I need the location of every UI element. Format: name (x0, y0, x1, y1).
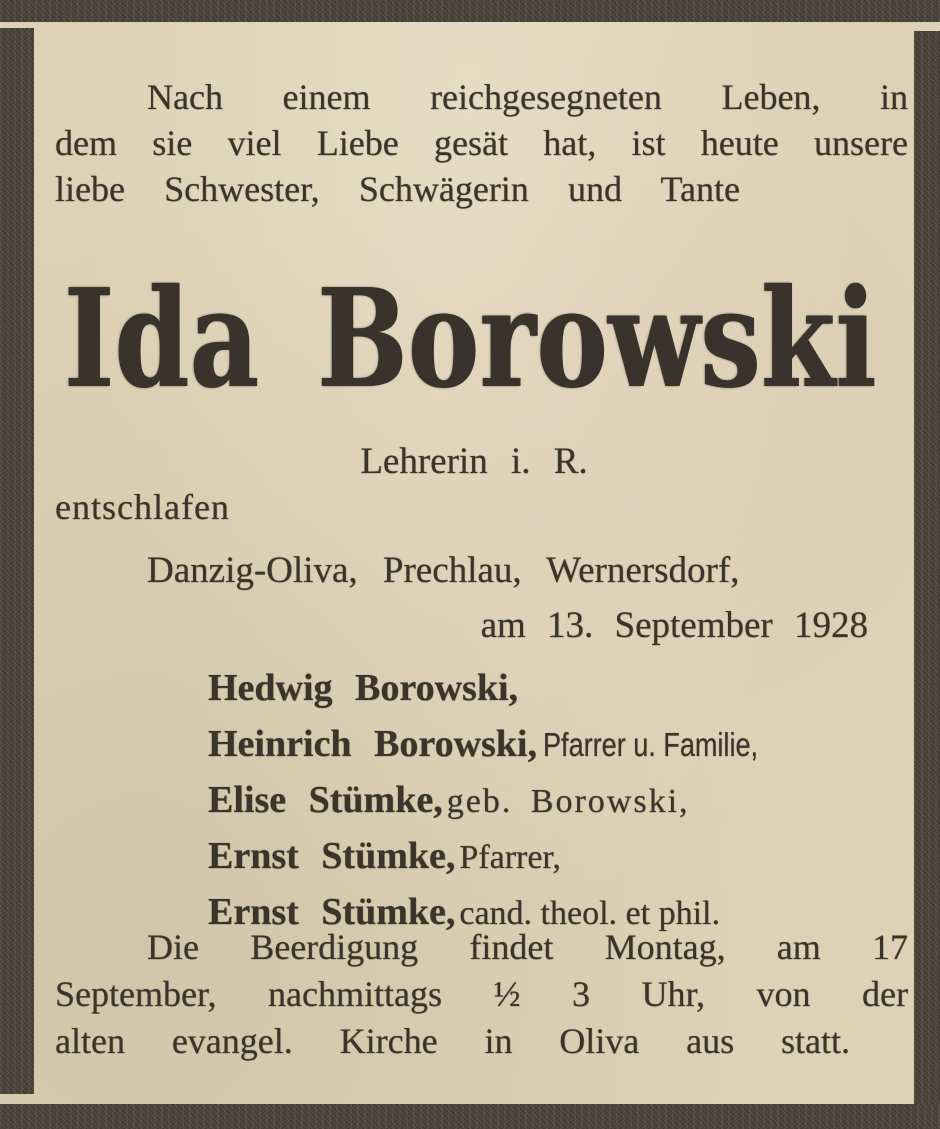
mourner-role: Pfarrer, (459, 839, 561, 876)
mourner-name: Hedwig Borowski, (208, 667, 519, 709)
date-line: am 13. September 1928 (480, 605, 868, 646)
mourner-name: Elise Stümke, (208, 779, 443, 821)
deceased-name-headline: Ida Borowski (63, 258, 877, 418)
intro-line: Nach einem reichgesegneten Leben, in (147, 77, 908, 117)
scan-frame-bottom (0, 1104, 940, 1129)
profession-subtitle: Lehrerin i. R. (360, 441, 588, 482)
intro-line: liebe Schwester, Schwägerin und Tante (55, 169, 740, 209)
intro-line: dem sie viel Liebe gesät hat, ist heute unsere (55, 123, 908, 163)
scan-frame-top (0, 0, 940, 22)
mourners-list (208, 664, 908, 944)
mourner-role: cand. theol. et phil. (459, 895, 720, 932)
mourner-role: Pfarrer u. Familie, (543, 726, 759, 763)
funeral-line: Die Beerdigung findet Montag, am 17 (147, 927, 908, 967)
mourner-name: Heinrich Borowski, (208, 723, 537, 765)
funeral-line: alten evangel. Kirche in Oliva aus statt. (55, 1021, 850, 1061)
scan-frame-right (914, 31, 940, 1105)
mourner-name: Ernst Stümke, (208, 835, 456, 877)
funeral-paragraph (55, 924, 908, 1065)
status-word: entschlafen (55, 487, 230, 527)
mourner-row (208, 720, 908, 776)
scan-frame-left (0, 28, 34, 1094)
intro-paragraph (55, 74, 908, 212)
mourner-name: Ernst Stümke, (208, 891, 456, 933)
mourner-row (208, 776, 908, 832)
mourner-row (208, 832, 908, 888)
mourner-row (208, 664, 908, 720)
funeral-line: September, nachmittags ½ 3 Uhr, von der (55, 974, 908, 1014)
mourner-role: geb. Borowski, (446, 783, 690, 820)
places-line: Danzig-Oliva, Prechlau, Wernersdorf, (147, 550, 740, 591)
